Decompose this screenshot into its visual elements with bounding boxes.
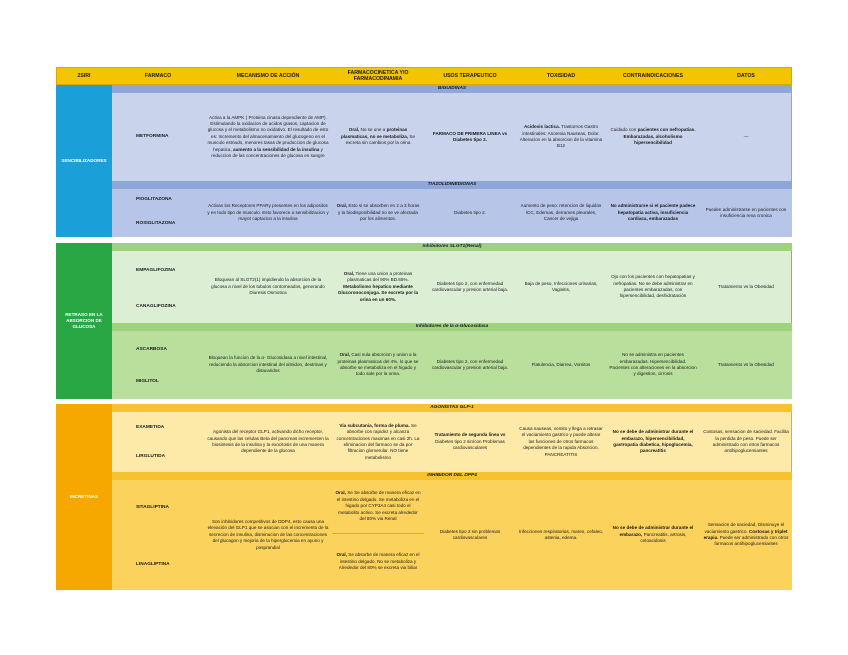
metformina-mecanismo-text2: y reduccion de las concentraciones de glucosa en sangre xyxy=(211,146,325,159)
dpp-farmacocinetica-sitagliptina xyxy=(332,480,424,534)
metformina-datos: — xyxy=(743,133,749,139)
drug-liraglutida: LIRGLUTIDA xyxy=(136,453,166,459)
metformina-tox-bold: Acidosis lactica. xyxy=(523,124,560,130)
subheader-alfa-glucosidasa: Inhibidores de la α-Glucosidasa xyxy=(112,323,792,331)
drug-metformina: METFORMINA xyxy=(136,133,169,139)
dpp-farmacocinetica-linagliptina xyxy=(332,534,424,590)
tiazo-fc-route: Oral, xyxy=(336,203,348,209)
glp-mecanismo: Agonista del receptor GLP1, activando dicho receptor, causando que las celulas Beta del pancreas incrementen la biosintesis de la insulina y la exocitosis de una manera dependiente de la glucosa xyxy=(207,429,329,454)
dpp-datos xyxy=(700,480,792,590)
header-col-farmacocinetica xyxy=(332,67,424,85)
alfa-mecanismo: Bloquean la funcion de la α- Glucosidasa a nivel intestinal, reduciendo la absorcion intestinal del almidon, dextrinas y disacaridos xyxy=(208,355,328,374)
drug-pioglitazona: PIOGLITAZONA xyxy=(136,196,172,202)
sglt-usos: Diabetes tipo 2, con enfermedad cardiovascular y presion arterial baja. xyxy=(431,280,509,292)
tiazo-contraindicaciones: No administrarse si el paciente padece hepatopatia activa, insuficiencia cardiaca, embarazadas xyxy=(610,203,696,222)
subheader-sglt: Inhibidores SLGT1(Renal) xyxy=(112,243,792,251)
alfa-datos: Tratamiento vs la Obesidad xyxy=(717,361,774,367)
glp-usos-text: Diabetes tipo 2 sin/con Problemas cardiovasculares xyxy=(435,438,505,451)
alfa-toxicidad: Flatulencia, Diarrea, Vomitos xyxy=(531,361,591,367)
glp-toxicidad: Causa nauseas, vomito y llega a retrasar el vaciamiento gastrico y puede alterar las funciones de otros farmacos dependientes de la rapida Absorcion. PANCREATITIS xyxy=(519,425,603,457)
dpp-fc2-text: Se absorbe de manera eficaz en el intestino delgado. No se metaboliza y Alrededor del 80% se excreta via biliar xyxy=(338,552,420,571)
glp-fc-text2: NO tiene metabolismo xyxy=(364,448,409,460)
header-col-category: 2SIRI xyxy=(77,73,91,79)
metformina-fc-bold: proteinas plasmaticas, no se metaboliza, xyxy=(340,127,409,139)
glp-datos: Costosas, sensacion de saciedad. Facilita la perdida de peso. Puede ser administrado con otros farmacos antihipoglucemiantes xyxy=(703,429,789,454)
group-label-retraso: RETRASO EN LA ABSORCION DE GLUCOSA xyxy=(56,243,112,399)
group-label-sensibilizadores: SENCIBILIZADORES xyxy=(56,85,112,237)
dpp-contra-text: Pancreatitis, artrosis, cetoacidosis xyxy=(640,531,687,544)
glp-usos xyxy=(424,412,516,472)
drug-rosiglitazona: ROSIGLITAZONA xyxy=(136,220,176,226)
header-col-farmacocinetica-line1: FARMACOCINETICA Y/O xyxy=(347,70,409,76)
sglt-fc-text: Tiene una union a proteinas plasmaticas del 90% BD.65%. xyxy=(347,270,413,283)
sglt-farmacocinetica xyxy=(332,251,424,323)
metformina-mecanismo-text1: Activa a la AMPK ( Proteina cinasa dependiente de AMP). Estimulando la oxidacion de acidos grasos, captacion de glucosa y el metabolismo no oxidativo. El resultado de esto es: Incremento del almacenamiento del glucogeno en el musculo estriado, menores tasas de pruduccion de glucosa hepatica, xyxy=(207,114,329,152)
drug-miglitol: MIGLITOL xyxy=(136,378,159,384)
alfa-usos: Diabetes tipo 2, con enfermedad cardiovascular y presion arterial baja. xyxy=(431,358,509,370)
dpp-fc1-route: Oral, xyxy=(335,490,346,496)
tiazo-datos: Pueden administrarse en pacientes con insuficiencia rena cronica xyxy=(705,206,787,218)
metformina-contra-bold: pacientes con nefropatias. Embarazadas, alcoholismo hipersencibilidad xyxy=(623,127,696,146)
sglt-toxicidad: Baja de peso, Infecciones urinarias, Vaginitis, xyxy=(524,280,598,292)
metformina-fc-text1: No se une a xyxy=(360,127,386,133)
sglt-fc-route: Oral, xyxy=(343,270,355,276)
metformina-fc-route: Oral, xyxy=(348,127,360,133)
sglt-mecanismo: Bloquean al SLGT2(1) impidiendo la absorcion de la glucosa a nivel de los tubulos contorneados, generando Diuresis Osmotica xyxy=(211,277,325,296)
tiazo-toxicidad: Aumento de peso: retencion de liquidos ICC, Edemas, derrames pleurales, Cancer de vejiga xyxy=(520,203,602,222)
drug-sitagliptina: SITAGLIPTINA xyxy=(136,504,169,510)
sglt-contraindicaciones: Ojo con los pacientes con hepatopatias y nefropatias. No se debe administrar en pacientes embarazadas, con hipersencibilidad, deshidratación xyxy=(611,274,695,299)
metformina-contra-text: Cuidado con xyxy=(610,127,637,133)
glp-usos-bold: Tratamiento de segunda linea vs xyxy=(434,432,506,438)
metformina-fc-text2: Se excreta sin cambios por la orina xyxy=(345,133,416,146)
alfa-fc-text: Casi nula absorcion y union a la proteinas plasmaticas del 4%, lo que se absorbe se metaboliza en el higado y todo sale por la orina. xyxy=(337,352,419,377)
metformina-mecanismo-bold: aumento a la sensibilidad de la insulina xyxy=(233,146,320,152)
glp-fc-bold1: Via subcutania, forma de pluma. xyxy=(339,422,410,428)
alfa-contraindicaciones: No se administra en pacientes embarazadas. Hipersencibilidad. Pacientes con alteraciones en la absorcion y digestion, cirrosis xyxy=(609,352,697,377)
metformina-usos: FARMACO DE PRIMERA LINEA vs Diabetes tipo 2. xyxy=(432,130,508,142)
subheader-agonistas-glp1: AGONISTAS GLP-1 xyxy=(112,404,792,412)
header-col-farmaco: FARMACO xyxy=(144,73,172,79)
header-col-usos: USOS TERAPEUTICO xyxy=(443,73,497,79)
glp-contraindicaciones: No se debe de administrar durante el embarazo, hipersencibilidad, gastropatia diabetica, hipoglucemia, pancreatitis xyxy=(612,429,694,454)
header-col-contraindicaciones: CONTRAINDICACIONES xyxy=(623,73,683,79)
dpp-contraindicaciones xyxy=(606,480,700,590)
alfa-farmacocinetica xyxy=(332,331,424,399)
metformina-tox-text: Trastornos Gastro intestinales: Anorexia Nauseas, Dolor. Alteracion en la absorcion de la vitamina B12 xyxy=(519,124,603,149)
tiazo-mecanismo: Activan los Receptores PPARγ presentes en los adipositos y en todo tipo de musculo. Esto favorece a sensibilizacion y mayor captacion a la insulina xyxy=(207,203,329,222)
sglt-fc-bold: Metabolismo hepatico mediante Glucoronoconjuga. Se excreta por la orina en un 60%. xyxy=(337,283,419,302)
metformina-toxicidad xyxy=(516,93,606,181)
glp-farmacocinetica xyxy=(332,412,424,472)
dpp-contra-bold: No se debe de administrar durante el embarazo, xyxy=(612,525,694,537)
header-col-mecanismo: MECANISMO DE ACCIÓN xyxy=(236,73,300,79)
subheader-biguanidas: BIGUIDINAS xyxy=(112,85,792,93)
dpp-fc2-route: Oral, xyxy=(336,552,347,558)
subheader-inhibidor-dpp4: INHIBIDOR DEL DPP4 xyxy=(112,472,792,480)
dpp-fc1-text: Se Se absorbe de manera eficaz en el intestino delgado. Se metaboliza en el higado por CYP3A4 casi todo el metabolito activo. Se excreta alrededor del 80% via Renal xyxy=(336,490,421,522)
subheader-tiazolidinedionas: TIAZOLIDINEDIONAS xyxy=(112,181,792,189)
tiazo-fc-text: Esto si se absorben en 2 a 3 horas y la biodisponibilidad no se ve afectada por los alimentos. xyxy=(338,203,420,222)
metformina-mecanismo xyxy=(204,93,332,181)
metformina-contraindicaciones xyxy=(606,93,700,181)
drug-linagliptina: LINAGLIPTINA xyxy=(136,561,170,567)
sglt-datos: Tratamiento vs la Obesidad xyxy=(717,283,774,289)
drug-empagliflozina: EMPAGLIFOZINA xyxy=(136,267,176,273)
drug-acarbosa: ASCARBOSA xyxy=(136,346,167,352)
dpp-datos-bold: Costosas y triplet erapia. xyxy=(703,528,788,540)
dpp-datos-text1: Sensacion de saciedad, Disminuye el vaciamiento gastrico. xyxy=(704,522,785,534)
dpp-toxicidad: Infecciones respiratorias, mareo, cefaleo, astenia, edema. xyxy=(519,528,604,540)
glp-fc-text: Se absorbe con rapidez y alcanza concentraciones maximas en casi 2h. La eliminacion del farmaco se da por filtracion glomerular. xyxy=(336,422,420,454)
dpp-usos: Diabetes tipo 2 sin problemas cardiovasculares xyxy=(439,528,501,540)
metformina-farmacocinetica xyxy=(332,93,424,181)
tiazo-farmacocinetica xyxy=(332,189,424,237)
dpp-datos-text2: Puede ser administrado con otros farmacos antihipoglucemiantes xyxy=(714,535,789,547)
group-label-incretinas: INCRETINAS xyxy=(56,404,112,590)
dpp-mecanismo: Son inhibidores competitivos de DDP4, esto causa una elevación del GLP1 que se asocian con el incremento de la secrecion de insulina, disminucion de las concentraciones del glucagon y mejoria de la hiperglucemia en ayuno y posprandial xyxy=(207,518,329,550)
drug-canagliflozina: CANAGLIFOZINA xyxy=(136,303,176,309)
header-col-farmacocinetica-line2: FARMACODINAMIA xyxy=(353,76,403,82)
header-col-toxicidad: TOXISIDAD xyxy=(546,73,576,79)
tiazo-usos: Diabetes tipo 2. xyxy=(454,209,486,215)
alfa-fc-route: Oral, xyxy=(339,352,351,358)
drug-exenatida: EXAMETIDA xyxy=(136,424,165,430)
header-col-datos: DATOS xyxy=(737,73,755,79)
